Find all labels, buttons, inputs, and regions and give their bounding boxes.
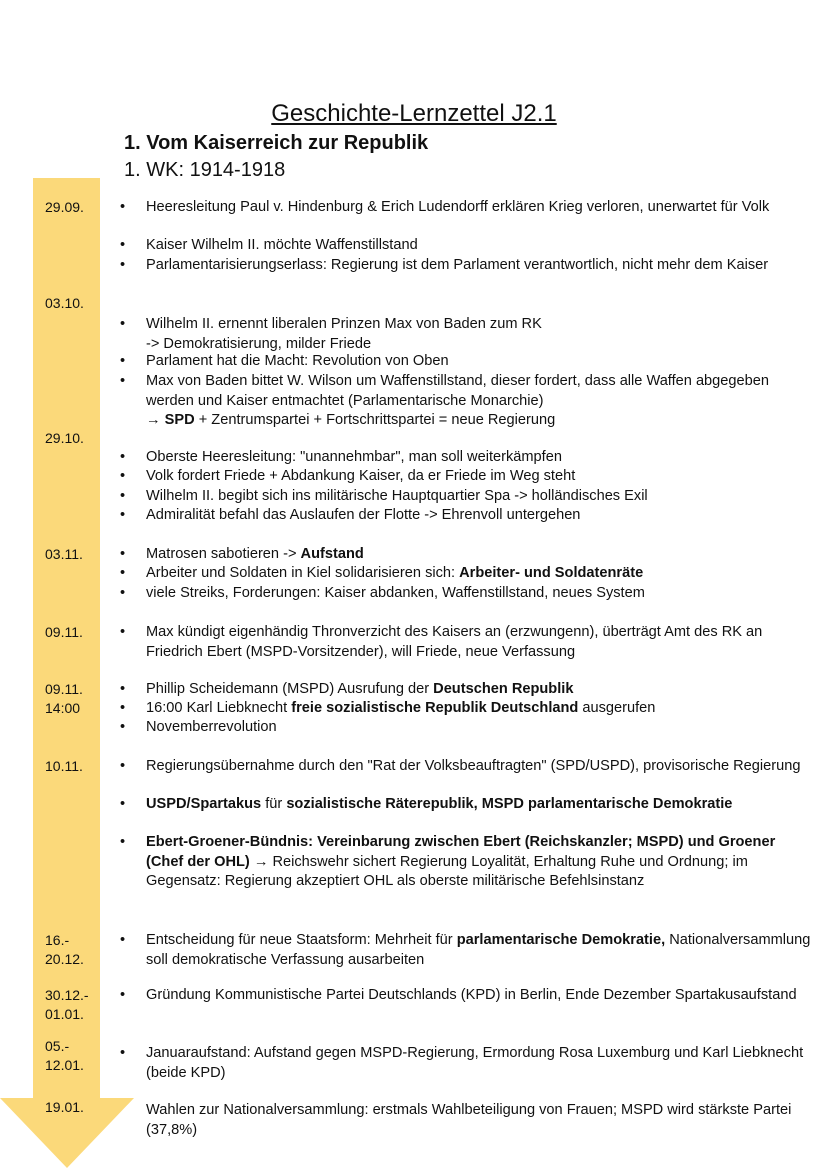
emphasized-text: SPD [164,412,195,428]
item-text: Heeresleitung Paul v. Hindenburg & Erich Ludendorff erklären Krieg verloren, unerwartet für Volk [146,199,770,215]
bullet-icon: • [120,719,126,735]
date-label: 16.- [45,932,70,948]
item-text: Parlamentarisierungserlass: Regierung ist dem Parlament verantwortlich, nicht mehr dem Kaiser [146,257,769,273]
bullet-icon: • [120,507,126,523]
item-text: Max von Baden bittet W. Wilson um Waffenstillstand, dieser fordert, dass alle Waffen abgegeben werden und Kaiser entmachtet (Parlamentarische Monarchie) [146,373,769,409]
timeline-item [120,352,811,372]
timeline-item [120,236,811,256]
timeline-item [120,467,811,487]
timeline-item [120,315,811,354]
section-heading: 1. Vom Kaiserreich zur Republik [124,132,429,154]
timeline-item [120,487,811,507]
item-text: Wilhelm II. begibt sich ins militärische Hauptquartier Spa -> holländisches Exil [146,488,648,504]
timeline-date [45,680,83,718]
bullet-icon: • [120,700,126,716]
timeline-date [45,931,84,969]
date-label: 09.11. [45,624,83,640]
item-text: 16:00 Karl Liebknecht [146,700,292,716]
timeline-item [120,795,811,815]
item-text: Oberste Heeresleitung: "unannehmbar", man soll weiterkämpfen [146,449,562,465]
item-text: Januaraufstand: Aufstand gegen MSPD-Regierung, Ermordung Rosa Luxemburg und Karl Liebknecht (beide KPD) [146,1045,804,1081]
timeline-date [45,545,83,564]
emphasized-text: Aufstand [300,546,364,562]
bullet-icon: • [120,565,126,581]
bullet-icon: • [120,257,126,273]
item-text: Entscheidung für neue Staatsform: Mehrheit für [146,932,457,948]
item-text: + Zentrumspartei + Fortschrittspartei = neue Regierung [194,412,556,428]
date-label-second-line: 01.01. [45,1006,84,1022]
bullet-icon: • [120,932,126,948]
bullet-icon: • [120,449,126,465]
page-title: Geschichte-Lernzettel J2.1 [271,100,557,127]
item-text: Volk fordert Friede + Abdankung Kaiser, da er Friede im Weg steht [146,468,576,484]
date-label: 29.09. [45,199,84,215]
timeline-date [45,294,84,313]
timeline-item [120,699,811,719]
item-text: Kaiser Wilhelm II. möchte Waffenstillstand [146,237,418,253]
item-text: viele Streiks, Forderungen: Kaiser abdanken, Waffenstillstand, neues System [146,585,645,601]
item-text: → [146,412,165,428]
emphasized-text: Ebert-Groener-Bündnis: Vereinbarung zwischen Ebert (Reichskanzler; MSPD) und Groener (Chef der OHL) [146,834,776,870]
bullet-icon: • [120,758,126,774]
timeline-date [45,429,84,448]
timeline-date [45,198,84,217]
section-subheading: 1. WK: 1914-1918 [124,159,286,181]
bullet-icon: • [120,353,126,369]
bullet-icon: • [120,834,126,850]
timeline-date [45,1098,84,1117]
bullet-icon: • [120,1045,126,1061]
bullet-icon: • [120,987,126,1003]
date-label-second-line: 20.12. [45,951,84,967]
date-label: 19.01. [45,1099,84,1115]
bullet-icon: • [120,796,126,812]
timeline-item [120,564,811,584]
item-text: Regierungsübernahme durch den "Rat der Volksbeauftragten" (SPD/USPD), provisorische Regierung [146,758,801,774]
item-text: Wahlen zur Nationalversammlung: erstmals Wahlbeteiligung von Frauen; MSPD wird stärkste Partei (37,8%) [146,1102,792,1138]
timeline-item [120,545,811,565]
bullet-icon: • [120,488,126,504]
date-label-second-line: 14:00 [45,700,81,716]
emphasized-text: freie sozialistische Republik Deutschland [291,700,579,716]
emphasized-text: USPD/Spartakus [146,796,262,812]
date-label: 05.- [45,1038,70,1054]
timeline-item [120,1044,811,1083]
timeline-item [120,256,811,276]
item-text: Wilhelm II. ernennt liberalen Prinzen Max von Baden zum RK [146,316,542,332]
timeline-item [120,718,811,738]
emphasized-text: Deutschen Republik [433,681,574,697]
timeline-item [120,448,811,468]
date-label: 10.11. [45,758,83,774]
bullet-icon: • [120,373,126,389]
bullet-icon: • [120,624,126,640]
timeline-item [120,198,811,218]
item-text: -> Demokratisierung, milder Friede [146,335,372,352]
item-text: → Reichswehr sichert Regierung Loyalität, Erhaltung Ruhe und Ordnung; im Gegensatz: Regierung akzeptiert OHL als oberste militärische Befehlsinstanz [146,853,748,889]
item-text: Nationalversammlung soll demokratische Verfassung ausarbeiten [146,932,811,968]
timeline-item [120,623,811,662]
bullet-icon: • [120,468,126,484]
emphasized-text: parlamentarische Demokratie, [456,932,666,948]
item-text: Phillip Scheidemann (MSPD) Ausrufung der [146,681,434,697]
emphasized-text: sozialistische Räterepublik, MSPD parlamentarische Demokratie [286,796,733,812]
timeline-item [120,506,811,526]
item-text: Parlament hat die Macht: Revolution von Oben [146,353,449,369]
bullet-icon: • [120,199,126,215]
item-text: Arbeiter und Soldaten in Kiel solidarisieren sich: [146,565,460,581]
timeline-item [120,372,811,431]
timeline-date [45,757,83,776]
date-label: 29.10. [45,430,84,446]
bullet-icon: • [120,585,126,601]
item-text: Matrosen sabotieren -> [146,546,301,562]
timeline-item [120,757,811,777]
item-text: ausgerufen [578,700,656,716]
date-label: 30.12.- [45,987,89,1003]
date-label: 03.10. [45,295,84,311]
timeline-item [120,986,811,1006]
timeline-item [120,584,811,604]
bullet-icon: • [120,546,126,562]
timeline-item [120,931,811,970]
timeline-item [120,680,811,700]
item-text: Gründung Kommunistische Partei Deutschlands (KPD) in Berlin, Ende Dezember Spartakusaufstand [146,987,797,1003]
item-text: für [261,796,287,812]
date-label: 03.11. [45,546,83,562]
timeline-date [45,623,83,642]
item-text: Admiralität befahl das Auslaufen der Flotte -> Ehrenvoll untergehen [146,507,581,523]
timeline-item [120,833,811,892]
date-label-second-line: 12.01. [45,1057,84,1073]
bullet-icon: • [120,237,126,253]
emphasized-text: Arbeiter- und Soldatenräte [459,565,644,581]
timeline-date [45,1037,84,1075]
bullet-icon: • [120,681,126,697]
date-label: 09.11. [45,681,83,697]
item-text: Max kündigt eigenhändig Thronverzicht des Kaisers an (erzwungenn), überträgt Amt des RK an Friedrich Ebert (MSPD-Vorsitzender), will Friede, neue Verfassung [146,624,763,660]
timeline-item [146,1101,811,1140]
item-text: Novemberrevolution [146,719,277,735]
timeline-date [45,986,89,1024]
bullet-icon: • [120,316,126,332]
